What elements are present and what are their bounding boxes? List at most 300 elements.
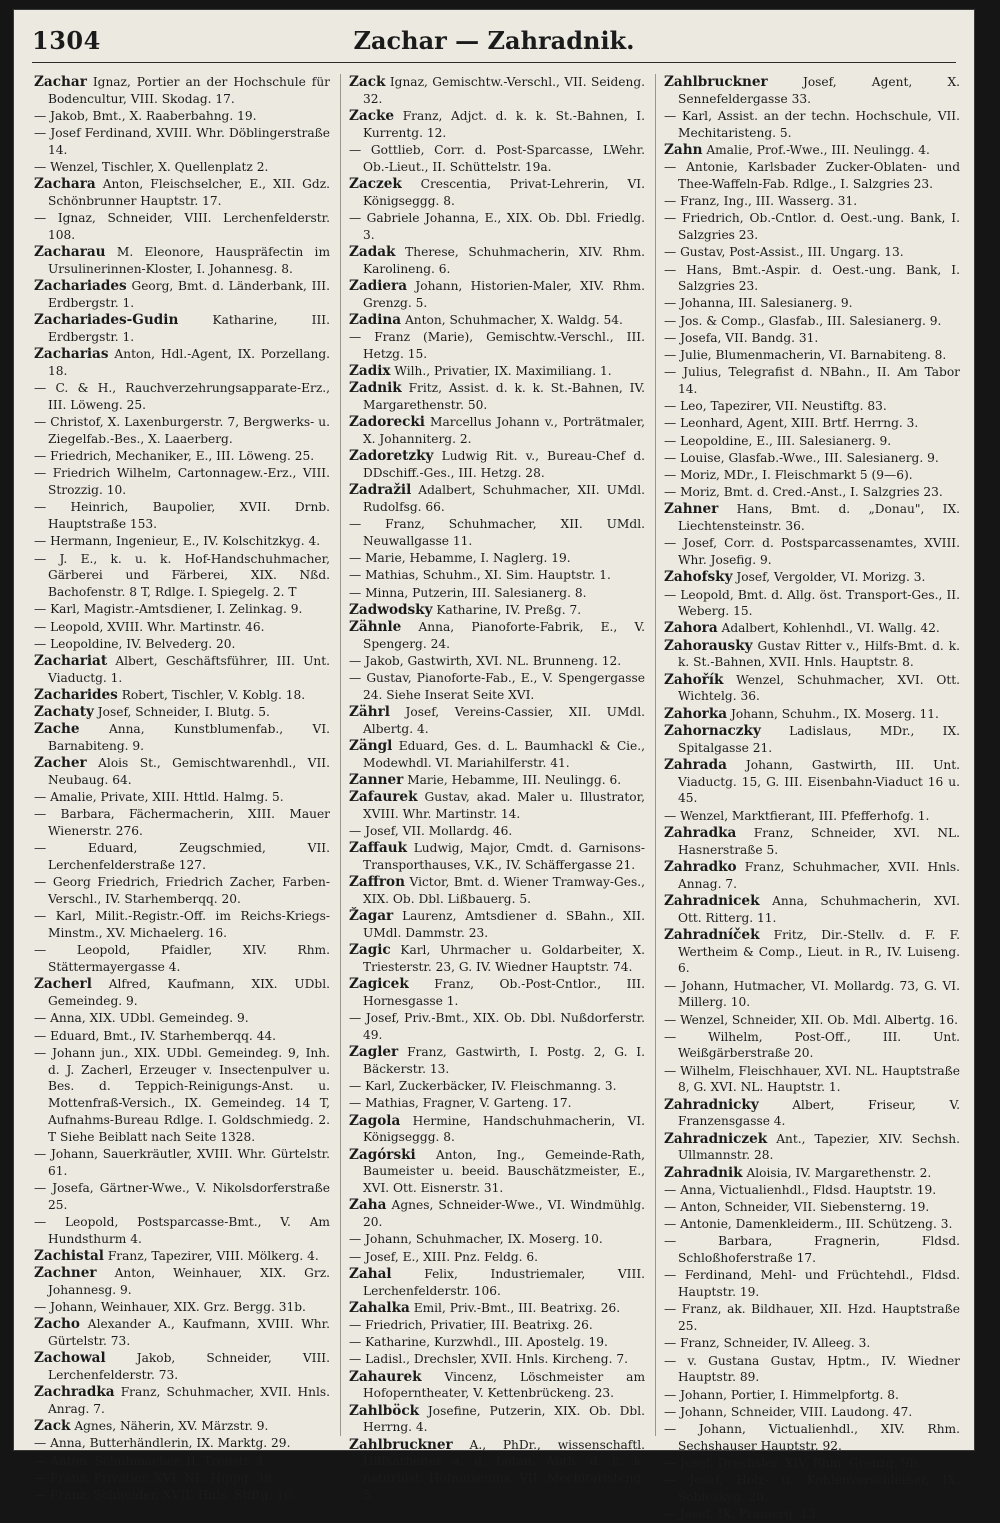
ditto-dash: —	[664, 1353, 688, 1368]
entry-text: Anton, Schuhmacher, X. Waldg. 54.	[404, 312, 623, 327]
entry-text: Gabriele Johanna, E., XIX. Ob. Dbl. Friedlg. 3.	[363, 210, 645, 242]
directory-entry	[349, 1351, 645, 1368]
directory-entry	[34, 1453, 330, 1470]
entry-surname: Zacharides	[34, 686, 118, 703]
entry-text: Franz, Privatier, XVI. NL. Hippg. 38.	[50, 1470, 276, 1485]
entry-text: Leopold, Postsparcasse-Bmt., V. Am Hundsthurm 4.	[48, 1214, 330, 1246]
ditto-dash: —	[34, 602, 51, 617]
directory-entry	[664, 1131, 960, 1165]
ditto-dash: —	[34, 1436, 51, 1451]
entry-text: Johanna, III. Salesianerg. 9.	[680, 296, 853, 311]
entry-surname: Zachar	[34, 74, 87, 90]
entry-text: Josef, Holz- u. Kohlenverschleißer, IX. Sobieskyg. 20.	[678, 1473, 960, 1504]
ditto-dash: —	[34, 1453, 51, 1468]
ditto-dash: —	[664, 1455, 681, 1470]
directory-entry	[349, 1403, 645, 1437]
entry-text: Johann, Historien-Maler, XIV. Rhm. Grenzg. 5.	[363, 278, 645, 310]
directory-entry	[349, 585, 645, 602]
directory-entry	[34, 244, 330, 278]
entry-text: Minna, Putzerin, III. Salesianerg. 8.	[365, 585, 587, 600]
entry-surname: Zacherl	[34, 976, 92, 993]
directory-entry	[34, 533, 330, 550]
entry-text: Adalbert, Kohlenhdl., VI. Wallg. 42.	[721, 621, 940, 636]
directory-entry	[34, 721, 330, 755]
entry-text: Crescentia, Privat-Lehrerin, VI. Königseggg. 8.	[363, 176, 645, 208]
ditto-dash: —	[664, 1404, 681, 1419]
directory-entry	[349, 942, 645, 976]
ditto-dash: —	[34, 1146, 52, 1161]
directory-entry	[349, 567, 645, 584]
directory-entry	[34, 619, 330, 636]
entry-text: Franz, Gastwirth, I. Postg. 2, G. I. Bäckerstr. 13.	[363, 1045, 645, 1077]
directory-entry	[349, 1369, 645, 1403]
directory-entry	[349, 1317, 645, 1334]
directory-entry	[34, 551, 330, 601]
directory-entry	[349, 874, 645, 908]
ditto-dash: —	[349, 210, 367, 225]
entry-text: Josef, IX. Pramerg. 13.	[680, 1507, 820, 1522]
directory-entry	[349, 840, 645, 874]
ditto-dash: —	[34, 415, 51, 430]
entry-text: Mathias, Schuhm., XI. Sim. Hauptstr. 1.	[365, 568, 611, 583]
directory-entry	[664, 364, 960, 398]
ditto-dash: —	[664, 1302, 682, 1317]
entry-text: Mathias, Fragner, V. Garteng. 17.	[365, 1096, 572, 1111]
ditto-dash: —	[34, 449, 51, 464]
entry-surname: Zähnle	[349, 618, 402, 635]
entry-surname: Zahradnik	[664, 1164, 743, 1181]
directory-entry	[664, 433, 960, 450]
entry-text: Johann, Hutmacher, VI. Mollardg. 73, G. VI. Millerg. 10.	[678, 978, 960, 1010]
entry-text: Franz, Schuhmacher, XVII. Hnls. Anrag. 7.	[48, 1385, 330, 1416]
entry-text: Ignaz, Portier an der Hochschule für Bodencultur, VIII. Skodag. 17.	[48, 75, 330, 106]
entry-text: Josef, E., XIII. Pnz. Feldg. 6.	[365, 1249, 539, 1264]
entry-text: Josef, Schneider, I. Blutg. 5.	[97, 705, 270, 720]
entry-surname: Zachariat	[34, 652, 108, 669]
entry-surname: Zahradníček	[664, 926, 760, 943]
ditto-dash: —	[664, 1421, 699, 1436]
ditto-dash: —	[349, 142, 371, 157]
directory-entry	[664, 210, 960, 244]
directory-entry	[664, 927, 960, 977]
directory-entry	[34, 465, 330, 499]
ditto-dash: —	[664, 1507, 681, 1522]
directory-entry	[664, 262, 960, 296]
ditto-dash: —	[664, 330, 681, 345]
entry-text: Robert, Tischler, V. Koblg. 18.	[121, 687, 306, 702]
directory-entry	[349, 1437, 645, 1504]
directory-entry	[664, 467, 960, 484]
entry-text: Amalie, Private, XIII. Httld. Halmg. 5.	[50, 790, 284, 805]
directory-entry	[664, 893, 960, 927]
entry-text: Wilhelm, Fleischhauer, XVI. NL. Hauptstraße 8, G. XVI. NL. Hauptstr. 1.	[678, 1063, 961, 1095]
directory-entry	[664, 757, 960, 807]
directory-entry	[34, 976, 330, 1010]
entry-text: Albert, Geschäftsführer, III. Unt. Viaductg. 1.	[48, 653, 330, 685]
entry-surname: Zachistal	[34, 1247, 104, 1264]
ditto-dash: —	[664, 262, 687, 277]
entry-text: Christof, X. Laxenburgerstr. 7, Bergwerks- u. Ziegelfab.-Bes., X. Laaerberg.	[48, 415, 330, 447]
directory-entry	[34, 448, 330, 465]
directory-entry	[349, 1078, 645, 1095]
entry-text: Karl, Milit.-Registr.-Off. im Reichs-Kriegs-Minstm., XV. Michaelerg. 16.	[48, 909, 331, 941]
ditto-dash: —	[664, 536, 684, 551]
entry-text: Louise, Glasfab.-Wwe., III. Salesianerg. 9.	[680, 450, 939, 465]
entry-text: Aloisia, IV. Margarethenstr. 2.	[746, 1165, 932, 1180]
ditto-dash: —	[34, 1028, 51, 1043]
entry-text: Hans, Bmt. d. „Donau", IX. Liechtensteinstr. 36.	[678, 502, 961, 534]
entry-text: Leopold, Bmt. d. Allg. öst. Transport-Ges., II. Weberg. 15.	[678, 587, 960, 619]
entry-text: Jos. & Comp., Glasfab., III. Salesianerg. 9.	[680, 313, 942, 328]
entry-text: Agnes, Näherin, XV. Märzstr. 9.	[74, 1419, 269, 1434]
entry-text: Josef, Vereins-Cassier, XII. UMdl. Albertg. 4.	[363, 705, 646, 736]
ditto-dash: —	[664, 416, 681, 431]
entry-surname: Zaczek	[349, 175, 402, 192]
entry-surname: Zahradko	[664, 858, 737, 875]
entry-surname: Zadoretzky	[349, 448, 434, 465]
directory-entry	[664, 347, 960, 364]
ditto-dash: —	[349, 1232, 366, 1247]
directory-entry	[664, 808, 960, 825]
entry-text: Franz, Adjct. d. k. k. St.-Bahnen, I. Kurrentg. 12.	[363, 108, 645, 140]
entry-text: Karl, Assist. an der techn. Hochschule, VII. Mechitaristeng. 5.	[678, 108, 960, 140]
directory-entry	[349, 1300, 645, 1317]
entry-text: Amalie, Prof.-Wwe., III. Neulingg. 4.	[706, 142, 930, 157]
entry-text: Franz, Schneider, XVII. Hnls. Stiftg. 16.	[50, 1487, 296, 1502]
entry-surname: Zagic	[349, 942, 391, 959]
directory-entry	[34, 1010, 330, 1027]
entry-surname: Zagola	[349, 1112, 401, 1129]
entry-surname: Zährl	[349, 704, 390, 721]
ditto-dash: —	[34, 551, 60, 566]
entry-text: Barbara, Fragnerin, Fldsd. Schloßhoferstraße 17.	[678, 1234, 961, 1266]
ditto-dash: —	[664, 1336, 681, 1351]
entry-surname: Žagar	[349, 908, 394, 925]
directory-entry	[664, 159, 960, 193]
ditto-dash: —	[349, 330, 375, 345]
entry-text: v. Gustana Gustav, Hptm., IV. Wiedner Hauptstr. 89.	[678, 1353, 960, 1385]
ditto-dash: —	[34, 1300, 51, 1314]
entry-text: Ant., Tapezier, XIV. Sechsh. Ullmannstr. 28.	[678, 1131, 961, 1163]
directory-entry	[34, 125, 330, 159]
entry-text: Julius, Telegrafist d. NBahn., II. Am Tabor 14.	[678, 365, 960, 397]
entry-text: Friedrich, Ob.-Cntlor. d. Oest.-ung. Bank, I. Salzgries 23.	[678, 211, 960, 243]
directory-entry	[349, 278, 645, 312]
directory-entry	[34, 346, 330, 380]
ditto-dash: —	[664, 1217, 681, 1232]
entry-text: Ferdinand, Mehl- und Früchtehdl., Fldsd. Hauptstr. 19.	[678, 1268, 960, 1300]
entry-text: Anna, Victualienhdl., Fldsd. Hauptstr. 19.	[680, 1182, 937, 1197]
directory-entry	[349, 1266, 645, 1300]
entry-surname: Zachara	[34, 176, 96, 193]
entry-text: Eduard, Ges. d. L. Baumhackl & Cie., Modewhdl. VI. Mariahilferstr. 41.	[363, 739, 646, 770]
entry-text: J. E., k. u. k. Hof-Handschuhmacher, Gärberei und Färberei, XIX. Nßd. Bachofenstr. 8 T, Rdlge. I. Spiegelg. 2. T	[48, 551, 331, 600]
directory-entry	[34, 1214, 330, 1248]
ditto-dash: —	[664, 1268, 685, 1283]
entry-surname: Zachner	[34, 1265, 97, 1282]
directory-entry	[664, 1012, 960, 1029]
entry-text: Ignaz, Gemischtw.-Verschl., VII. Seideng. 32.	[363, 75, 645, 106]
entry-text: Fritz, Assist. d. k. k. St.-Bahnen, IV. Margarethenstr. 50.	[363, 381, 646, 413]
directory-entry	[34, 380, 330, 414]
ditto-dash: —	[664, 108, 682, 123]
ditto-dash: —	[664, 1387, 681, 1402]
ditto-dash: —	[664, 194, 681, 209]
ditto-dash: —	[664, 1029, 709, 1044]
entry-text: Josef, Agent, X. Sennefeldergasse 33.	[678, 75, 960, 106]
entry-text: Anton, Schuhmacher, II. Treustr. 4.	[50, 1453, 268, 1468]
entry-surname: Zache	[34, 721, 80, 738]
directory-entry	[349, 976, 645, 1010]
entry-text: Franz, Schuhmacher, XII. UMdl. Neuwallgasse 11.	[363, 517, 645, 548]
directory-entry	[34, 278, 330, 312]
directory-entry	[34, 108, 330, 125]
directory-entry	[34, 704, 330, 721]
entry-text: Franz, Ing., III. Wasserg. 31.	[680, 194, 858, 209]
ditto-dash: —	[664, 467, 681, 482]
entry-text: Anton, Hdl.-Agent, IX. Porzellang. 18.	[48, 347, 330, 379]
entry-surname: Zacher	[34, 755, 87, 772]
entry-surname: Zahlbruckner	[349, 1436, 453, 1453]
directory-entry	[664, 1097, 960, 1131]
ditto-dash: —	[664, 296, 681, 311]
directory-entry	[349, 210, 645, 244]
directory-entry	[34, 1045, 330, 1146]
ditto-dash: —	[34, 807, 61, 822]
ditto-dash: —	[34, 841, 89, 856]
directory-entry	[664, 193, 960, 210]
ditto-dash: —	[34, 534, 51, 549]
ditto-dash: —	[349, 1352, 366, 1367]
directory-entry	[664, 484, 960, 501]
directory-entry	[664, 295, 960, 312]
directory-entry	[664, 978, 960, 1012]
entry-text: Alexander A., Kaufmann, XVIII. Whr. Gürtelstr. 73.	[48, 1317, 331, 1348]
directory-entry	[349, 142, 645, 176]
entry-text: Anna, Schuhmacherin, XVI. Ott. Ritterg. 11.	[678, 893, 960, 925]
ditto-dash: —	[34, 1045, 53, 1060]
entry-text: Julie, Blumenmacherin, VI. Barnabiteng. 8.	[680, 348, 947, 363]
directory-entry	[664, 535, 960, 569]
ditto-dash: —	[664, 1063, 681, 1078]
directory-entry	[34, 1146, 330, 1180]
entry-text: Karl, Uhrmacher u. Goldarbeiter, X. Triesterstr. 23, G. IV. Wiedner Hauptstr. 74.	[363, 943, 646, 975]
ditto-dash: —	[34, 381, 56, 396]
ditto-dash: —	[34, 126, 51, 141]
directory-entry	[34, 1180, 330, 1214]
entry-text: Johann, Victualienhdl., XIV. Rhm. Sechshauser Hauptstr. 92.	[678, 1421, 960, 1453]
entry-text: Wenzel, Marktfierant, III. Pfefferhofg. 1.	[680, 808, 930, 823]
ditto-dash: —	[664, 160, 687, 175]
ditto-dash: —	[34, 636, 51, 651]
entry-surname: Zachowal	[34, 1350, 106, 1367]
ditto-dash: —	[34, 1487, 51, 1502]
directory-entry	[664, 1404, 960, 1421]
ditto-dash: —	[664, 808, 681, 823]
entry-surname: Zahalka	[349, 1299, 410, 1316]
directory-entry	[34, 942, 330, 976]
ditto-dash: —	[664, 1234, 719, 1249]
entry-text: Josef, VII. Mollardg. 46.	[365, 824, 513, 839]
ditto-dash: —	[34, 943, 77, 958]
directory-entry	[664, 638, 960, 672]
entry-surname: Zahornaczky	[664, 722, 761, 739]
directory-entry	[34, 1487, 330, 1504]
directory-entry	[664, 244, 960, 261]
ditto-dash: —	[349, 585, 366, 600]
directory-entry	[349, 619, 645, 653]
directory-entry	[664, 706, 960, 723]
directory-entry	[664, 108, 960, 142]
entry-text: Katharine, Kurzwhdl., III. Apostelg. 19.	[365, 1335, 608, 1350]
entry-text: Therese, Schuhmacherin, XIV. Rhm. Karolineng. 6.	[363, 244, 645, 276]
ditto-dash: —	[349, 517, 386, 532]
entry-text: Leopoldine, E., III. Salesianerg. 9.	[680, 433, 892, 448]
entry-surname: Zanner	[349, 772, 404, 789]
directory-entry	[34, 1418, 330, 1435]
ditto-dash: —	[664, 313, 681, 328]
entry-text: Albert, Friseur, V. Franzensgasse 4.	[678, 1097, 960, 1129]
entry-surname: Zahradnicky	[664, 1096, 759, 1113]
entry-surname: Zahaurek	[349, 1368, 422, 1385]
entry-text: M. Eleonore, Hauspräfectin im Ursulinerinnen-Kloster, I. Johannesg. 8.	[48, 245, 330, 277]
entry-text: Johann, Sauerkräutler, XVIII. Whr. Gürtelstr. 61.	[48, 1146, 330, 1178]
entry-surname: Zacharau	[34, 244, 106, 261]
directory-entry	[34, 1350, 330, 1384]
entry-text: Johann, Schuhm., IX. Moserg. 11.	[730, 706, 939, 721]
directory-entry	[349, 1197, 645, 1231]
entry-text: Josef, Vergolder, VI. Morizg. 3.	[736, 570, 926, 585]
ditto-dash: —	[34, 619, 51, 634]
directory-entry	[34, 1299, 330, 1316]
directory-entry	[349, 1010, 645, 1044]
directory-entry	[34, 1265, 330, 1299]
directory-entry	[34, 636, 330, 653]
directory-entry	[664, 620, 960, 637]
entry-text: Hans, Bmt.-Aspir. d. Oest.-ung. Bank, I. Salzgries 23.	[678, 262, 960, 294]
entry-text: Johann, Portier, I. Himmelpfortg. 8.	[680, 1387, 899, 1402]
entry-text: Wenzel, Schuhmacher, XVI. Ott. Wichtelg. 36.	[678, 672, 960, 704]
entry-text: Laurenz, Amtsdiener d. SBahn., XII. UMdl. Dammstr. 23.	[363, 909, 645, 941]
entry-surname: Zadak	[349, 243, 396, 260]
directory-entry	[664, 825, 960, 859]
entry-text: Johann jun., XIX. UDbl. Gemeindeg. 9, Inh. d. J. Zacherl, Erzeuger v. Insectenpulver u. Bes. d. Teppich-Reinigungs-Anst. u. Mottenfraß-Versich., IX. Gemeindeg. 14 T, Aufnahms-Bureau Rdlge. I. Goldschmiedg. 2. T Siehe Beiblatt nach Seite 1328.	[48, 1045, 330, 1144]
directory-entry	[349, 823, 645, 840]
entry-text: Agnes, Schneider-Wwe., VI. Windmühlg. 20.	[363, 1198, 646, 1230]
entry-text: Marie, Hebamme, I. Naglerg. 19.	[365, 551, 571, 566]
directory-entry	[349, 1147, 645, 1197]
entry-surname: Zachariades	[34, 278, 127, 295]
entry-text: Gustav, akad. Maler u. Illustrator, XVIII. Whr. Martinstr. 14.	[363, 790, 646, 822]
entry-text: Johann, Gastwirth, III. Unt. Viaductg. 15, G. III. Eisenbahn-Viaduct 16 u. 45.	[678, 757, 960, 806]
directory-entry	[349, 414, 645, 448]
entry-surname: Zack	[349, 74, 386, 90]
directory-entry	[664, 1182, 960, 1199]
entry-text: Wilh., Privatier, IX. Maximiliang. 1.	[394, 364, 612, 379]
entry-surname: Zadnik	[349, 380, 402, 397]
entry-surname: Zahner	[664, 501, 719, 518]
directory-entry	[349, 329, 645, 363]
directory-entry	[34, 1384, 330, 1418]
entry-surname: Zahora	[664, 620, 718, 637]
directory-entry	[664, 1063, 960, 1097]
entry-text: Gustav, Pianoforte-Fab., E., V. Spengergasse 24. Siehe Inserat Seite XVI.	[363, 671, 646, 702]
directory-entry	[349, 602, 645, 619]
directory-entry	[34, 687, 330, 704]
ditto-dash: —	[34, 211, 58, 226]
directory-entry	[664, 142, 960, 159]
ditto-dash: —	[34, 1180, 53, 1195]
directory-entry	[34, 176, 330, 210]
entry-surname: Zachariades-Gudin	[34, 312, 179, 329]
directory-entry	[34, 653, 330, 687]
directory-entry	[34, 1316, 330, 1350]
entry-text: Katharine, IV. Preßg. 7.	[436, 602, 582, 617]
entry-surname: Zahlböck	[349, 1402, 420, 1419]
directory-entry	[664, 672, 960, 706]
entry-surname: Zacke	[349, 107, 395, 124]
entry-text: A., PhDr., wissenschaftl. Hilfsarbeiter a. d. botan. Abth. d. k. k. naturhist. Hofmuseums, VII. Mechitaristeng. 5.	[363, 1437, 645, 1502]
entry-text: Katharine, III. Erdbergstr. 1.	[48, 313, 330, 345]
ditto-dash: —	[664, 485, 681, 500]
entry-text: Leopold, Pfaidler, XIV. Rhm. Stättermayergasse 4.	[48, 943, 330, 975]
ditto-dash: —	[34, 1011, 51, 1026]
entry-text: Ladislaus, MDr., IX. Spitalgasse 21.	[678, 723, 960, 755]
entry-text: Jakob, Schneider, VIII. Lerchenfelderstr. 73.	[48, 1351, 330, 1382]
entry-text: Friedrich, Privatier, III. Beatrixg. 26.	[365, 1317, 593, 1332]
ditto-dash: —	[664, 399, 681, 414]
entry-text: Georg, Bmt. d. Länderbank, III. Erdbergstr. 1.	[48, 279, 330, 311]
directory-entry	[349, 1249, 645, 1266]
entry-text: Leo, Tapezirer, VII. Neustiftg. 83.	[680, 399, 887, 414]
page-header	[32, 20, 956, 63]
directory-entry	[664, 1199, 960, 1216]
directory-entry	[349, 1095, 645, 1112]
directory-entry	[664, 1335, 960, 1352]
directory-columns	[34, 74, 961, 1522]
directory-entry	[349, 516, 645, 550]
entry-text: Franz, ak. Bildhauer, XII. Hzd. Hauptstraße 25.	[678, 1302, 960, 1334]
directory-entry	[349, 108, 645, 142]
entry-text: Josefa, VII. Bandg. 31.	[680, 330, 819, 345]
directory-entry	[34, 499, 330, 533]
directory-entry	[349, 772, 645, 789]
directory-entry	[349, 74, 645, 108]
entry-surname: Zaffauk	[349, 840, 407, 857]
entry-surname: Zadorecki	[349, 414, 425, 431]
entry-text: Eduard, Zeugschmied, VII. Lerchenfelderstraße 127.	[48, 841, 330, 873]
directory-entry	[664, 1267, 960, 1301]
directory-entry	[664, 569, 960, 586]
entry-surname: Zahorausky	[664, 637, 753, 654]
entry-surname: Zadwodsky	[349, 601, 433, 618]
directory-entry	[349, 550, 645, 567]
entry-text: Ladisl., Drechsler, XVII. Hnls. Kircheng. 7.	[365, 1352, 628, 1367]
ditto-dash: —	[349, 1011, 366, 1026]
directory-entry	[349, 670, 645, 704]
entry-surname: Zacharias	[34, 346, 109, 363]
entry-surname: Zahradnicek	[664, 892, 760, 909]
entry-surname: Zahn	[664, 141, 703, 158]
entry-text: Alois St., Gemischtwarenhdl., VII. Neubaug. 64.	[48, 756, 330, 788]
directory-entry	[664, 450, 960, 467]
entry-text: Leonhard, Agent, XIII. Brtf. Herrng. 3.	[680, 416, 919, 431]
entry-surname: Zaffron	[349, 874, 406, 891]
entry-surname: Zahlbruckner	[664, 74, 768, 90]
directory-entry	[664, 1387, 960, 1404]
entry-text: Wilhelm, Post-Off., III. Unt. Weißgärberstraße 20.	[678, 1029, 961, 1061]
directory-entry	[349, 1334, 645, 1351]
